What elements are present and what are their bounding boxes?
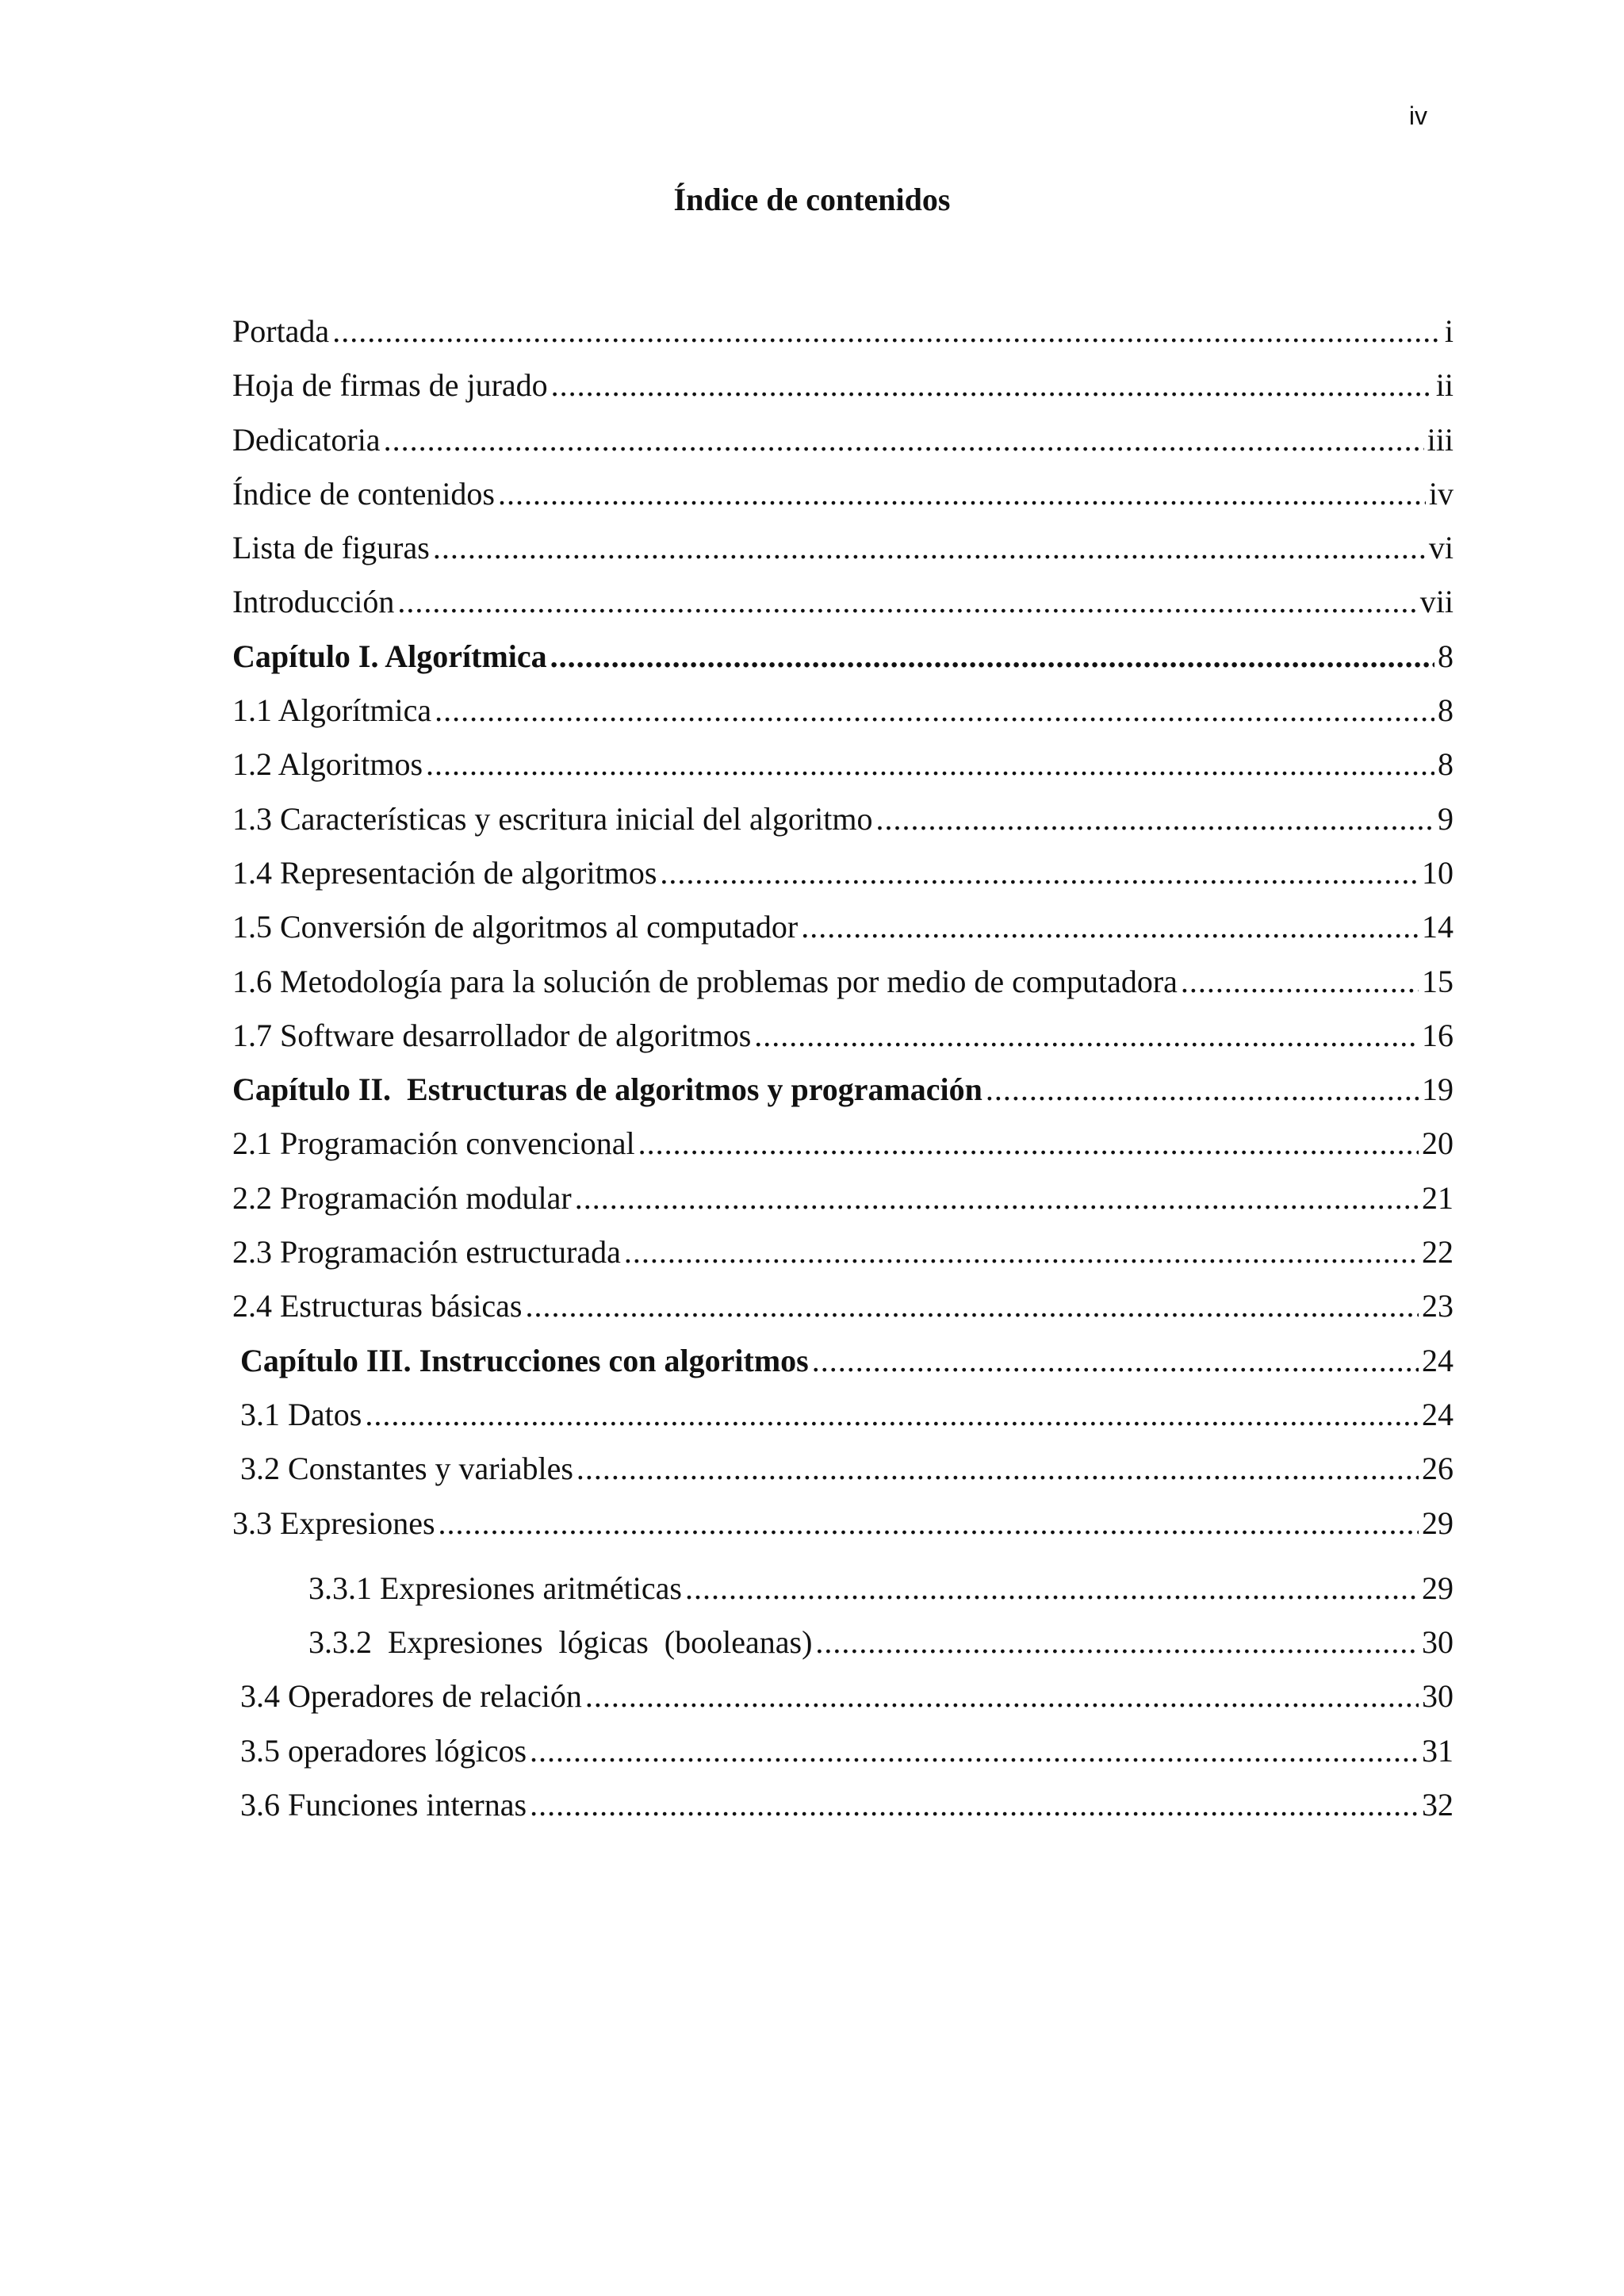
toc-entry-page: 29 <box>1422 1570 1454 1606</box>
toc-entry-portada[interactable] <box>232 305 1454 358</box>
toc-entry-hoja-de-firmas[interactable] <box>232 358 1454 412</box>
toc-entry-page: 9 <box>1438 800 1454 837</box>
dot-leader <box>439 1497 1419 1550</box>
toc-entry-page: 8 <box>1438 638 1454 674</box>
toc-entry-1-6[interactable] <box>232 955 1454 1009</box>
dot-leader <box>530 1724 1419 1778</box>
toc-entry-1-7[interactable] <box>232 1009 1454 1063</box>
toc-entry-page: 10 <box>1422 854 1454 891</box>
toc-entry-page: 8 <box>1438 692 1454 729</box>
toc-entry-page: vi <box>1428 530 1454 566</box>
dot-leader <box>525 1279 1419 1333</box>
toc-entry-label: 1.2 Algoritmos <box>232 746 423 783</box>
toc-entry-label: Lista de figuras <box>232 530 430 566</box>
toc-entry-label: 2.3 Programación estructurada <box>232 1234 621 1271</box>
toc-chapter-label: Capítulo II. Estructuras de algoritmos y programación <box>232 1071 982 1108</box>
toc-entry-label: Introducción <box>232 584 395 620</box>
dot-leader <box>551 358 1433 412</box>
toc-entry-page: 30 <box>1422 1678 1454 1715</box>
toc-entry-dedicatoria[interactable] <box>232 413 1454 467</box>
dot-leader <box>815 1616 1419 1669</box>
toc-entry-page: 14 <box>1422 909 1454 945</box>
toc-entry-label: 2.2 Programación modular <box>232 1179 572 1216</box>
dot-leader <box>530 1778 1419 1832</box>
dot-leader <box>685 1562 1419 1616</box>
dot-leader <box>332 305 1442 358</box>
toc-entry-1-2[interactable] <box>232 738 1454 792</box>
toc-entry-page: ii <box>1435 367 1454 404</box>
toc-entry-3-5[interactable] <box>232 1724 1454 1778</box>
toc-entry-label: 3.5 operadores lógicos <box>240 1732 527 1769</box>
toc-entry-page: 22 <box>1422 1234 1454 1271</box>
toc-entry-page: 31 <box>1422 1732 1454 1769</box>
page-title: Índice de contenidos <box>673 182 951 217</box>
toc-entry-page: 24 <box>1422 1342 1454 1378</box>
toc-entry-page: 8 <box>1438 746 1454 783</box>
dot-leader <box>435 684 1434 738</box>
toc-entry-1-1[interactable] <box>232 684 1454 738</box>
dot-leader <box>365 1388 1419 1442</box>
toc-entry-3-1[interactable] <box>232 1388 1454 1442</box>
toc-entry-2-1[interactable] <box>232 1117 1454 1171</box>
toc-entry-page: 24 <box>1422 1396 1454 1432</box>
toc-entry-3-6[interactable] <box>232 1778 1454 1832</box>
toc-entry-label: 3.3.1 Expresiones aritméticas <box>308 1570 682 1606</box>
dot-leader <box>660 846 1419 900</box>
toc-entry-label: 3.6 Funciones internas <box>240 1787 527 1823</box>
toc-entry-page: iv <box>1428 475 1454 512</box>
toc-entry-page: 16 <box>1422 1017 1454 1053</box>
dot-leader <box>624 1225 1419 1279</box>
toc-entry-page: 32 <box>1422 1787 1454 1823</box>
toc-entry-2-3[interactable] <box>232 1225 1454 1279</box>
toc-entry-page: 21 <box>1422 1179 1454 1216</box>
toc-entry-page: 26 <box>1422 1451 1454 1487</box>
dot-leader <box>550 630 1434 684</box>
toc-entry-label: 3.3 Expresiones <box>232 1504 435 1541</box>
toc-entry-page: 15 <box>1422 963 1454 999</box>
dot-leader <box>875 792 1434 846</box>
toc-entry-2-2[interactable] <box>232 1171 1454 1225</box>
dot-leader <box>575 1171 1419 1225</box>
dot-leader <box>986 1063 1419 1117</box>
toc-entry-indice[interactable] <box>232 467 1454 521</box>
toc-entry-page: 23 <box>1422 1288 1454 1324</box>
toc-entry-1-4[interactable] <box>232 846 1454 900</box>
toc-entry-label: 3.1 Datos <box>240 1396 362 1432</box>
dot-leader <box>812 1334 1419 1388</box>
toc-entry-page: i <box>1444 313 1454 349</box>
toc-chapter-1[interactable] <box>232 630 1454 684</box>
dot-leader <box>426 738 1434 792</box>
table-of-contents <box>232 305 1454 1832</box>
toc-entry-label: Dedicatoria <box>232 421 381 458</box>
dot-leader <box>754 1009 1419 1063</box>
toc-entry-1-5[interactable] <box>232 900 1454 954</box>
toc-chapter-3[interactable] <box>232 1334 1454 1388</box>
toc-chapter-label: Capítulo III. Instrucciones con algoritmos <box>240 1342 809 1378</box>
dot-leader <box>576 1442 1419 1496</box>
dot-leader <box>1181 955 1419 1009</box>
toc-entry-label: 3.4 Operadores de relación <box>240 1678 582 1715</box>
dot-leader <box>638 1117 1419 1171</box>
toc-entry-label: 1.1 Algorítmica <box>232 692 432 729</box>
toc-entry-label: 3.3.2 Expresiones lógicas (booleanas) <box>308 1624 813 1661</box>
toc-entry-page: iii <box>1427 421 1454 458</box>
toc-entry-3-3-2[interactable] <box>232 1616 1454 1669</box>
toc-chapter-2[interactable] <box>232 1063 1454 1117</box>
toc-entry-label: Hoja de firmas de jurado <box>232 367 548 404</box>
dot-leader <box>433 521 1426 575</box>
toc-entry-page: 29 <box>1422 1504 1454 1541</box>
page-number: iv <box>1408 102 1427 130</box>
toc-entry-3-3-1[interactable] <box>232 1562 1454 1616</box>
toc-entry-page: vii <box>1419 584 1454 620</box>
toc-entry-1-3[interactable] <box>232 792 1454 846</box>
toc-entry-label: 1.3 Características y escritura inicial del algoritmo <box>232 800 873 837</box>
toc-entry-3-2[interactable] <box>232 1442 1454 1496</box>
dot-leader <box>585 1669 1419 1723</box>
toc-entry-page: 20 <box>1422 1125 1454 1162</box>
toc-entry-lista-de-figuras[interactable] <box>232 521 1454 575</box>
toc-entry-label: 1.7 Software desarrollador de algoritmos <box>232 1017 752 1053</box>
toc-entry-page: 30 <box>1422 1624 1454 1661</box>
dot-leader <box>498 467 1426 521</box>
toc-entry-page: 19 <box>1422 1071 1454 1108</box>
dot-leader <box>384 413 1424 467</box>
toc-entry-introduccion[interactable] <box>232 575 1454 629</box>
toc-entry-label: 3.2 Constantes y variables <box>240 1451 573 1487</box>
toc-chapter-label: Capítulo I. Algorítmica <box>232 638 547 674</box>
toc-entry-3-4[interactable] <box>232 1669 1454 1723</box>
toc-entry-label: Portada <box>232 313 330 349</box>
toc-entry-label: 2.1 Programación convencional <box>232 1125 635 1162</box>
dot-leader <box>801 900 1419 954</box>
toc-entry-label: Índice de contenidos <box>232 475 495 512</box>
toc-entry-label: 1.6 Metodología para la solución de problemas por medio de computadora <box>232 963 1178 999</box>
dot-leader <box>397 575 1416 629</box>
toc-entry-label: 1.5 Conversión de algoritmos al computador <box>232 909 799 945</box>
toc-entry-2-4[interactable] <box>232 1279 1454 1333</box>
toc-entry-3-3[interactable] <box>232 1497 1454 1550</box>
toc-entry-label: 2.4 Estructuras básicas <box>232 1288 523 1324</box>
toc-entry-label: 1.4 Representación de algoritmos <box>232 854 657 891</box>
